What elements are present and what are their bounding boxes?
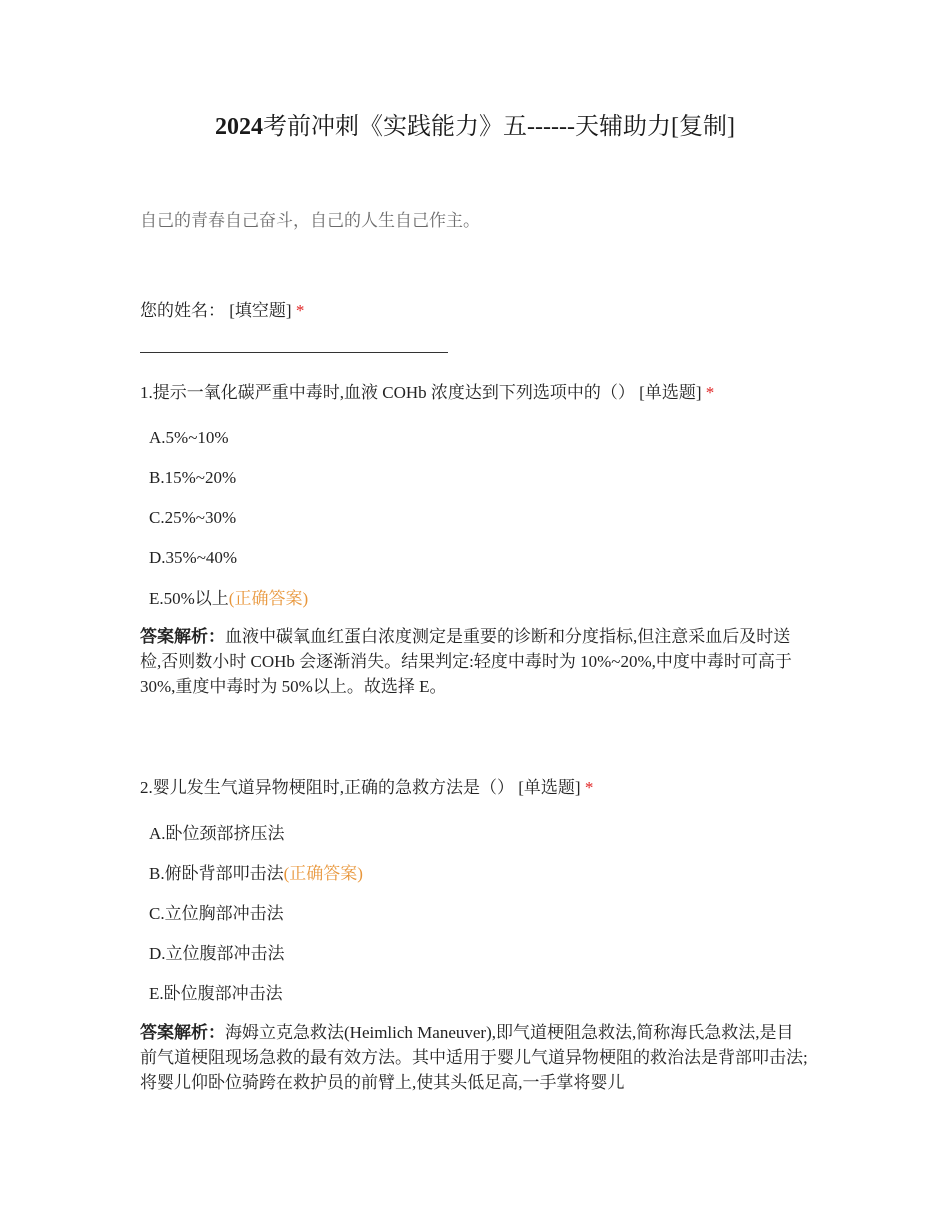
question-2-option-b[interactable] [149, 861, 363, 887]
analysis-text: 血液中碳氧血红蛋白浓度测定是重要的诊断和分度指标,但注意采血后及时送检,否则数小时 COHb 会逐渐消失。结果判定:轻度中毒时为 10%~20%,中度中毒时可高于 30%,重度中毒时为 50%以上。故选择 E。 [140, 627, 792, 696]
question-1-option-d[interactable] [149, 545, 237, 571]
option-label: E.50%以上 [149, 589, 229, 608]
correct-answer-tag: (正确答案) [283, 864, 363, 883]
question-1-analysis [140, 624, 810, 699]
question-2-analysis [140, 1020, 810, 1095]
analysis-text: 海姆立克急救法(Heimlich Maneuver),即气道梗阻急救法,简称海氏急救法,是目前气道梗阻现场急救的最有效方法。其中适用于婴儿气道异物梗阻的救治法是背部叩击法;将婴儿仰卧位骑跨在救护员的前臂上,使其头低足高,一手掌将婴儿 [140, 1023, 808, 1092]
option-label: D.立位腹部冲击法 [149, 944, 285, 963]
name-input[interactable] [140, 352, 448, 353]
option-label: D.35%~40% [149, 548, 238, 567]
title-year: 2024 [215, 114, 264, 140]
required-mark: * [295, 301, 305, 320]
page-title [0, 110, 950, 144]
question-1-option-b[interactable] [149, 465, 236, 491]
title-main: 考前冲刺《实践能力》五------天辅助力[复制] [263, 114, 735, 140]
question-2-option-c[interactable] [149, 901, 284, 927]
option-label: C.25%~30% [149, 508, 237, 527]
question-2-text: 2.婴儿发生气道异物梗阻时,正确的急救方法是（） [140, 778, 514, 797]
analysis-label: 答案解析： [140, 627, 225, 646]
analysis-label: 答案解析： [140, 1023, 225, 1042]
question-2-title [140, 775, 820, 801]
option-label: E.卧位腹部冲击法 [149, 984, 283, 1003]
name-label: 您的姓名： [140, 301, 225, 320]
question-1-option-a[interactable] [149, 425, 229, 451]
question-1-text: 1.提示一氧化碳严重中毒时,血液 COHb 浓度达到下列选项中的（） [140, 383, 635, 402]
page-subtitle: 自己的青春自己奋斗，自己的人生自己作主。 [140, 211, 480, 230]
option-label: B.15%~20% [149, 468, 237, 487]
required-mark: * [584, 778, 594, 797]
required-mark: * [705, 383, 715, 402]
option-label: A.5%~10% [149, 428, 229, 447]
question-1-title [140, 380, 820, 406]
option-label: C.立位胸部冲击法 [149, 904, 284, 923]
question-2-type: [单选题] [518, 778, 581, 797]
name-type: [填空题] [229, 301, 292, 320]
question-1-option-e[interactable] [149, 586, 308, 612]
option-label: B.俯卧背部叩击法 [149, 864, 284, 883]
question-2-option-a[interactable] [149, 821, 285, 847]
question-2-option-e[interactable] [149, 981, 283, 1007]
option-label: A.卧位颈部挤压法 [149, 824, 285, 843]
question-1-type: [单选题] [639, 383, 702, 402]
name-question [140, 298, 820, 324]
question-1-option-c[interactable] [149, 505, 236, 531]
question-2-option-d[interactable] [149, 941, 285, 967]
correct-answer-tag: (正确答案) [228, 589, 309, 608]
